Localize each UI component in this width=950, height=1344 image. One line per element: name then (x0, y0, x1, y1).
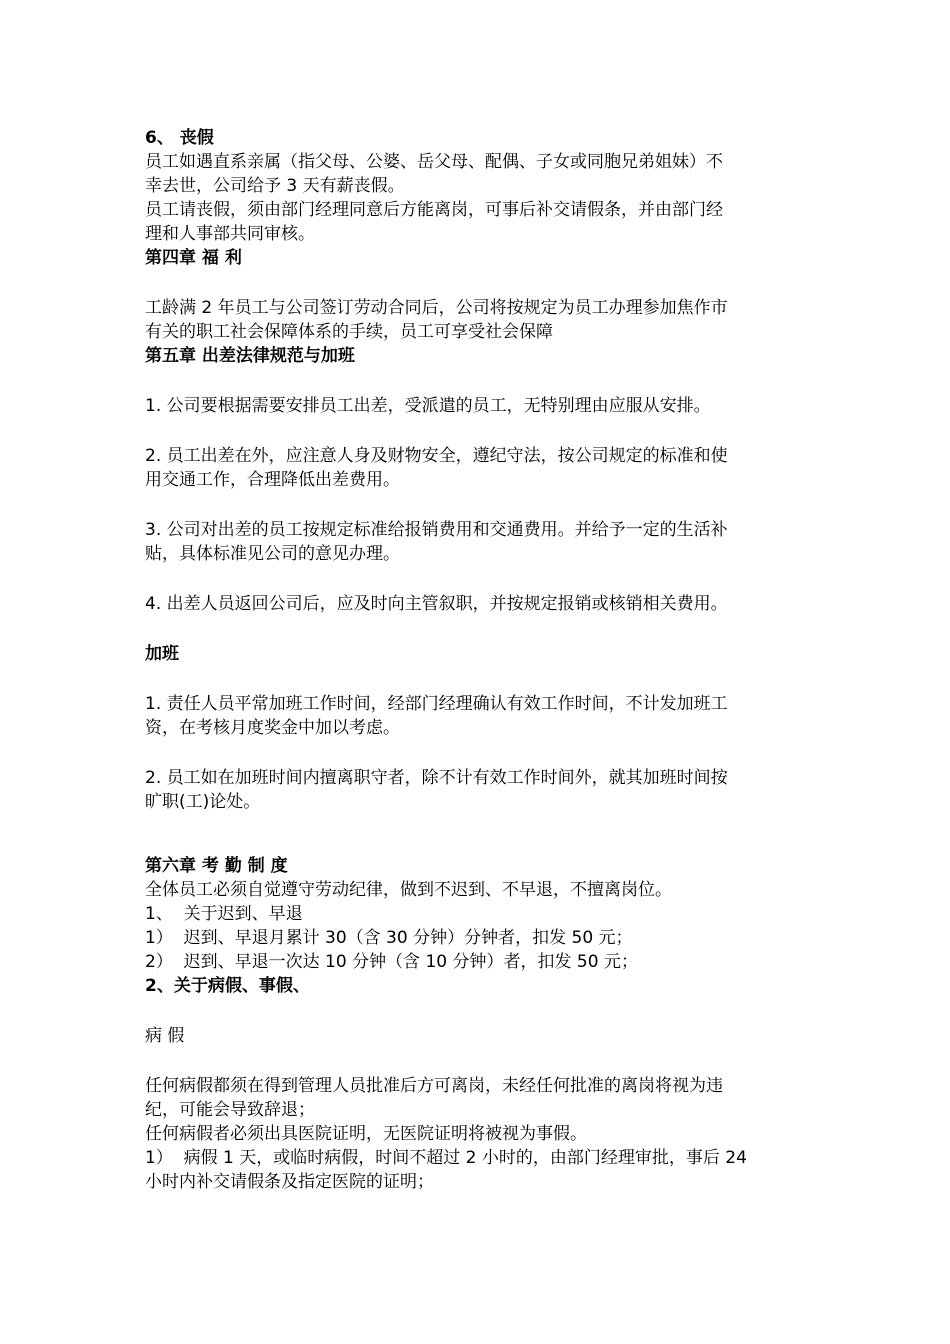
list-item: 1、 关于迟到、早退 (145, 904, 303, 924)
paragraph-line: 员工请丧假，须由部门经理同意后方能离岗，可事后补交请假条，并由部门经 (145, 200, 723, 220)
paragraph-line: 任何病假都须在得到管理人员批准后方可离岗，未经任何批准的离岗将视为违 (145, 1076, 723, 1096)
document-page (145, 126, 805, 1194)
list-item-continuation: 资，在考核月度奖金中加以考虑。 (145, 718, 400, 738)
paragraph-line: 理和人事部共同审核。 (145, 224, 315, 244)
paragraph-line: 幸去世，公司给予 3 天有薪丧假。 (145, 176, 405, 196)
list-item: 2. 员工如在加班时间内擅离职守者，除不计有效工作时间外，就其加班时间按 (145, 768, 728, 788)
chapter-heading-attendance: 第六章 考 勤 制 度 (145, 856, 288, 876)
list-item: 1） 迟到、早退月累计 30（含 30 分钟）分钟者，扣发 50 元； (145, 928, 633, 948)
list-item: 2） 迟到、早退一次达 10 分钟（含 10 分钟）者，扣发 50 元； (145, 952, 638, 972)
paragraph-line: 全体员工必须自觉遵守劳动纪律，做到不迟到、不早退，不擅离岗位。 (145, 880, 672, 900)
list-item-continuation: 贴，具体标准见公司的意见办理。 (145, 544, 400, 564)
paragraph-line: 工龄满 2 年员工与公司签订劳动合同后，公司将按规定为员工办理参加焦作市 (145, 298, 728, 318)
paragraph-line: 有关的职工社会保障体系的手续，员工可享受社会保障 (145, 322, 553, 342)
list-item: 1. 公司要根据需要安排员工出差，受派遣的员工，无特别理由应服从安排。 (145, 396, 711, 416)
chapter-heading-welfare: 第四章 福 利 (145, 248, 242, 268)
chapter-heading-business-trip: 第五章 出差法律规范与加班 (145, 346, 355, 366)
subheading-sick-leave: 病 假 (145, 1026, 185, 1046)
list-item: 4. 出差人员返回公司后，应及时向主管叙职，并按规定报销或核销相关费用。 (145, 594, 728, 614)
list-item: 1） 病假 1 天，或临时病假，时间不超过 2 小时的，由部门经理审批，事后 24 (145, 1148, 747, 1168)
paragraph-line: 员工如遇直系亲属（指父母、公婆、岳父母、配偶、子女或同胞兄弟姐妹）不 (145, 152, 723, 172)
paragraph-line: 纪，可能会导致辞退； (145, 1100, 315, 1120)
paragraph-line: 任何病假者必须出具医院证明，无医院证明将被视为事假。 (145, 1124, 587, 1144)
list-item-continuation: 旷职(工)论处。 (145, 792, 261, 812)
list-item: 2. 员工出差在外，应注意人身及财物安全，遵纪守法，按公司规定的标准和使 (145, 446, 728, 466)
section-heading-funeral-leave: 6、 丧假 (145, 128, 214, 148)
section-heading-sick-personal-leave: 2、关于病假、事假、 (145, 976, 310, 996)
list-item: 3. 公司对出差的员工按规定标准给报销费用和交通费用。并给予一定的生活补 (145, 520, 728, 540)
list-item-continuation: 小时内补交请假条及指定医院的证明； (145, 1172, 434, 1192)
list-item: 1. 责任人员平常加班工作时间，经部门经理确认有效工作时间，不计发加班工 (145, 694, 728, 714)
section-heading-overtime: 加班 (145, 644, 179, 664)
list-item-continuation: 用交通工作，合理降低出差费用。 (145, 470, 400, 490)
